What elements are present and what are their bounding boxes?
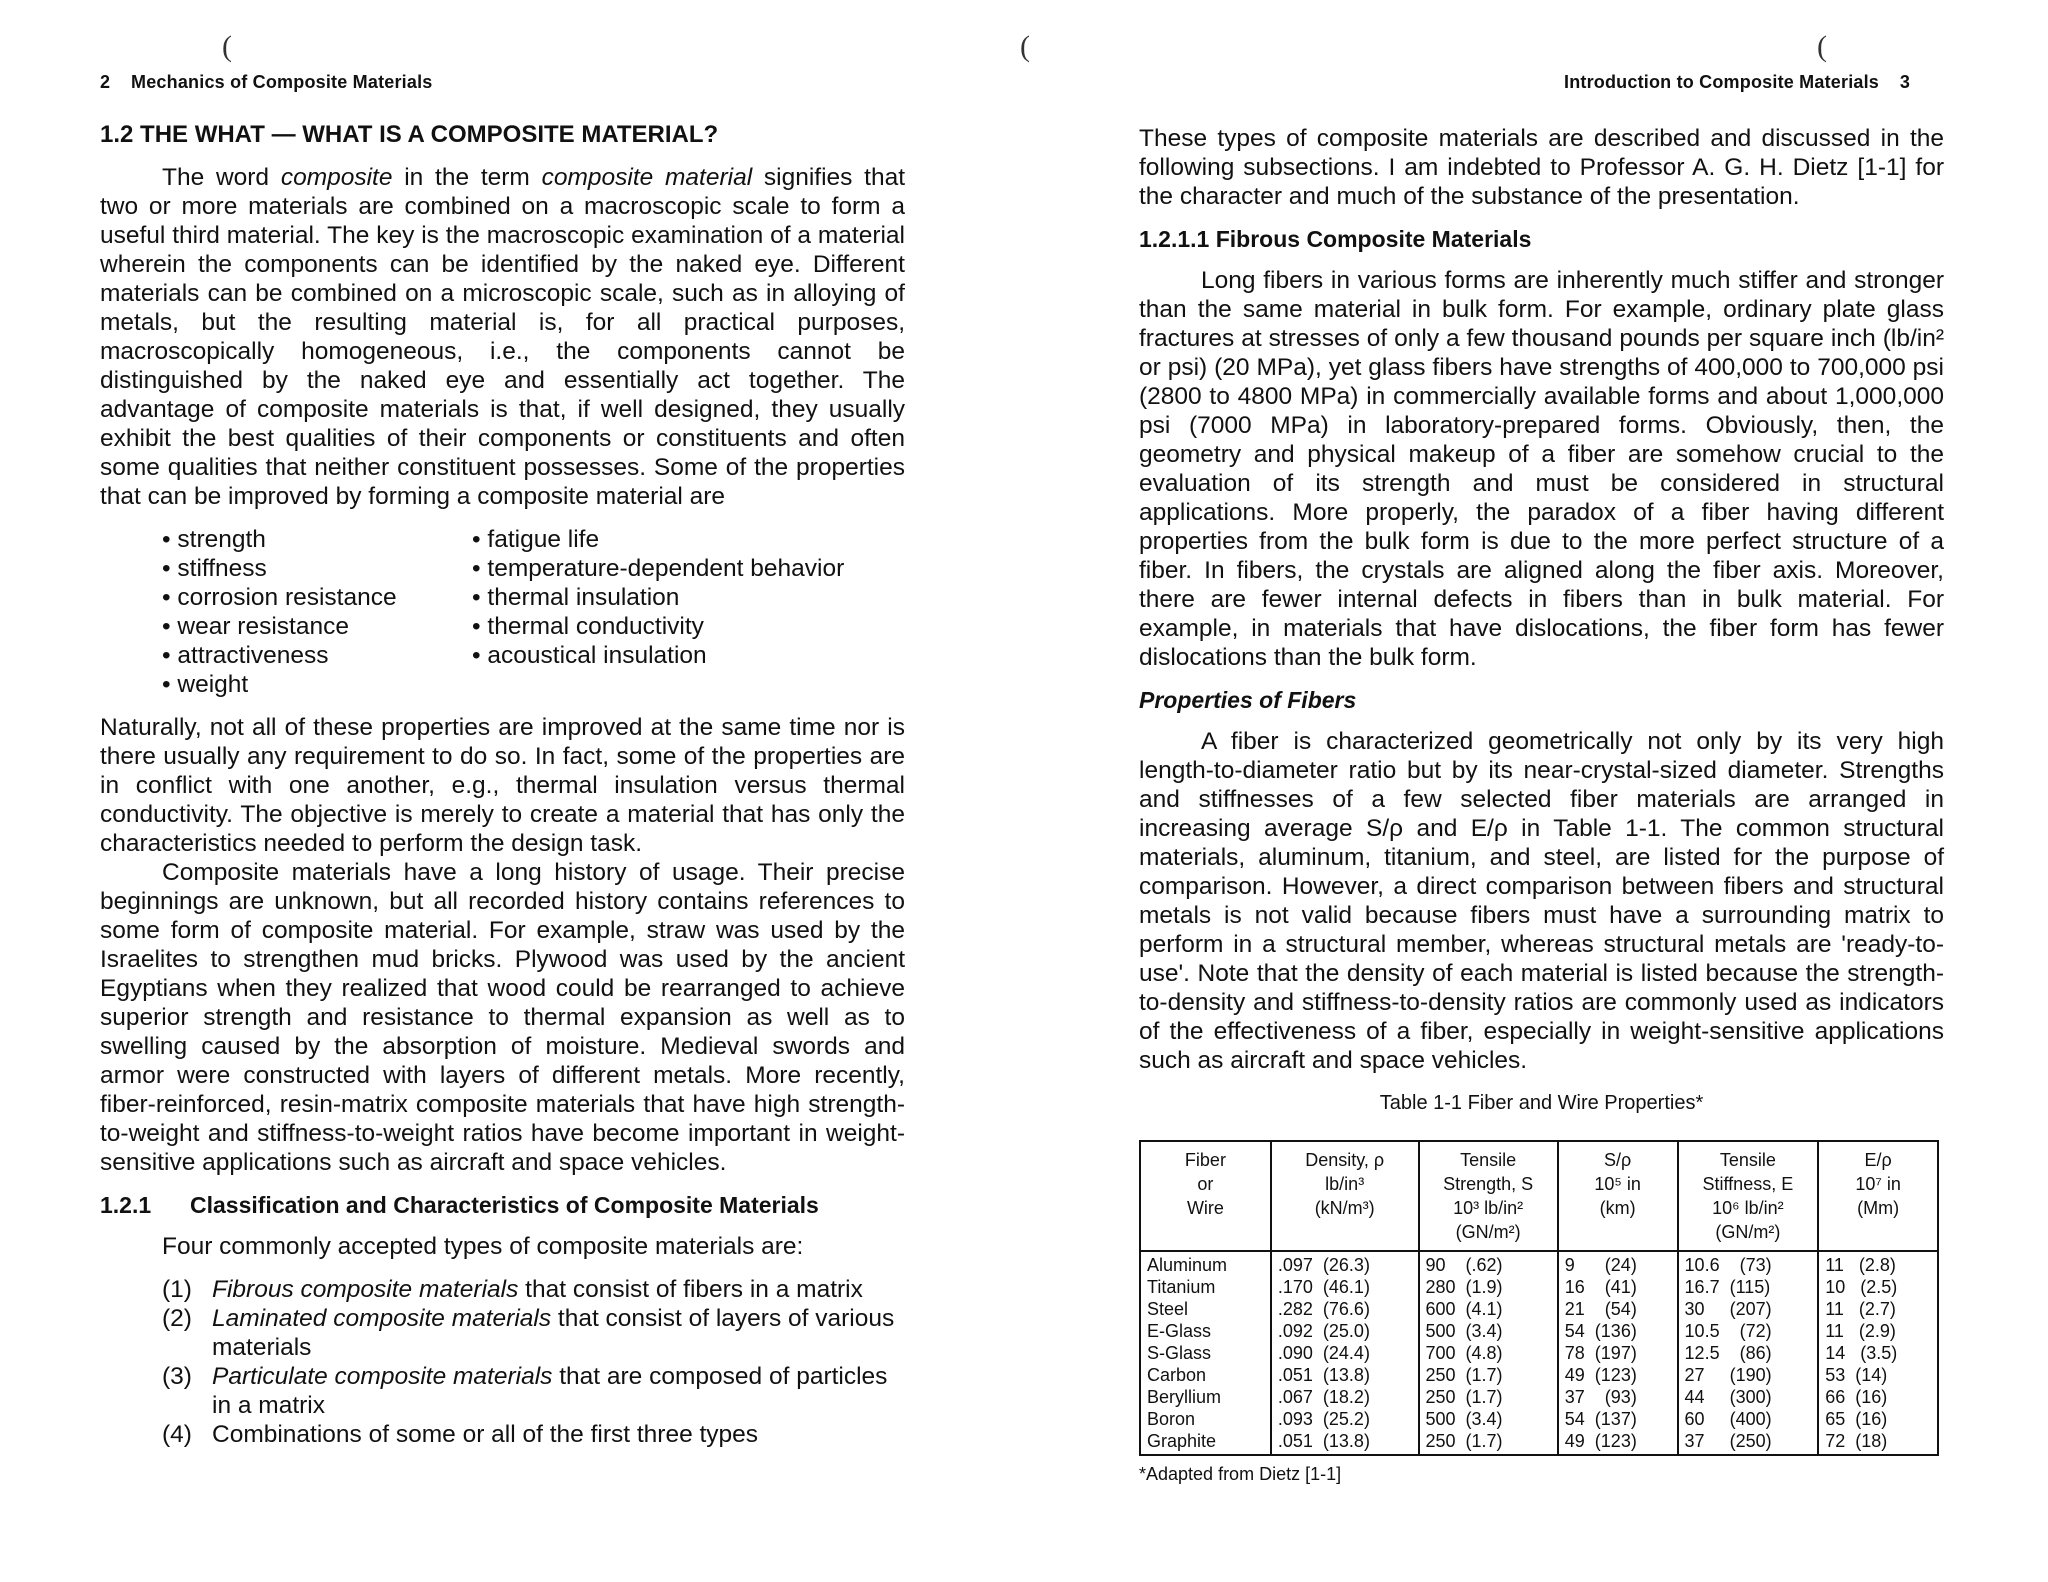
table-column-cell bbox=[1271, 1251, 1419, 1455]
table-value: 49 (123) bbox=[1564, 1431, 1637, 1451]
bullet-item: • stiffness bbox=[162, 555, 267, 582]
list-item bbox=[162, 1304, 905, 1362]
table-header-cell: E/ρ 10⁷ in (Mm) bbox=[1818, 1141, 1938, 1251]
paragraph: A fiber is characterized geometrically not only by its very high length-to-diameter ratio but by its near-crystal-sized diameter. Strengths and stiffnesses of a few selected fiber materials are arranged in increasing average S/ρ and E/ρ in Table 1-1. The common structural materials, aluminum, titanium, and steel, are listed for the purpose of comparison. However, a direct comparison between fibers and structural metals is not valid because fibers must have a surrounding matrix to perform in a structural member, whereas structural metals are 'ready-to-use'. Note that the density of each material is listed because the strength-to-density and stiffness-to-density ratios are commonly used as indicators of the effectiveness of a fiber, especially in weight-sensitive applications such as aircraft and space vehicles. bbox=[1139, 728, 1944, 1074]
table-value: 72 (18) bbox=[1825, 1431, 1888, 1451]
table-value: .282 (76.6) bbox=[1277, 1299, 1370, 1319]
table-value: 66 (16) bbox=[1825, 1387, 1888, 1407]
running-head-title: Introduction to Composite Materials bbox=[1564, 72, 1880, 92]
table-value: 11 (2.7) bbox=[1825, 1299, 1896, 1319]
table-value: 14 (3.5) bbox=[1825, 1343, 1898, 1363]
fiber-properties-table bbox=[1139, 1140, 1939, 1456]
table-value: Carbon bbox=[1147, 1365, 1207, 1385]
list-text: Particulate composite materials that are composed of particles in a matrix bbox=[212, 1363, 888, 1419]
right-page bbox=[1024, 0, 2048, 1582]
composite-types-list bbox=[162, 1275, 905, 1449]
table-value: 65 (16) bbox=[1825, 1409, 1888, 1429]
table-value: Titanium bbox=[1147, 1277, 1216, 1297]
subsubsection-heading: 1.2.1.1 Fibrous Composite Materials bbox=[1139, 226, 1532, 252]
table-caption: Table 1-1 Fiber and Wire Properties* bbox=[1379, 1092, 1704, 1114]
bullet-item: • acoustical insulation bbox=[472, 642, 707, 669]
table-value: 10.5 (72) bbox=[1684, 1321, 1772, 1341]
table-column-cell bbox=[1419, 1251, 1558, 1455]
list-number: (1) bbox=[162, 1276, 192, 1303]
table-value: 700 (4.8) bbox=[1425, 1343, 1503, 1363]
bullet-item: • strength bbox=[162, 526, 266, 553]
bullet-item: • attractiveness bbox=[162, 642, 329, 669]
scan-mark: ( bbox=[1817, 30, 1827, 63]
list-text: Fibrous composite materials that consist of fibers in a matrix bbox=[212, 1276, 863, 1303]
table-value: 37 (250) bbox=[1684, 1431, 1772, 1451]
table-value: .097 (26.3) bbox=[1277, 1255, 1370, 1275]
table-value: 11 (2.9) bbox=[1825, 1321, 1896, 1341]
table-value: 12.5 (86) bbox=[1684, 1343, 1772, 1363]
section-title: 1.2 THE WHAT — WHAT IS A COMPOSITE MATERIAL? bbox=[100, 121, 719, 148]
list-number: (3) bbox=[162, 1363, 192, 1390]
left-running-head bbox=[100, 72, 433, 93]
left-column bbox=[100, 120, 905, 1449]
table-value: 60 (400) bbox=[1684, 1409, 1772, 1429]
table-value: E-Glass bbox=[1147, 1321, 1212, 1341]
bullet-item: • weight bbox=[162, 671, 249, 698]
table-value: Boron bbox=[1147, 1409, 1196, 1429]
table-value: 600 (4.1) bbox=[1425, 1299, 1503, 1319]
table-value: 54 (137) bbox=[1564, 1409, 1637, 1429]
table-header-cell: Tensile Strength, S 10³ lb/in² (GN/m²) bbox=[1419, 1141, 1558, 1251]
table-value: 16 (41) bbox=[1564, 1277, 1637, 1297]
table-header-cell: Density, ρ lb/in³ (kN/m³) bbox=[1271, 1141, 1419, 1251]
table-value: .051 (13.8) bbox=[1277, 1365, 1370, 1385]
table-value: 27 (190) bbox=[1684, 1365, 1772, 1385]
list-item bbox=[162, 1362, 905, 1420]
table-value: .093 (25.2) bbox=[1277, 1409, 1370, 1429]
paragraph: Long fibers in various forms are inherently much stiffer and stronger than the same material in bulk form. For example, ordinary plate glass fractures at stresses of only a few thousand pounds per square inch (lb/in² or psi) (20 MPa), yet glass fibers have strengths of 400,000 to 700,000 psi (2800 to 4800 MPa) in commercially available forms and about 1,000,000 psi (7000 MPa) in laboratory-prepared forms. Obviously, then, the geometry and physical makeup of a fiber are somehow crucial to the evaluation of its strength and must be considered in structural applications. More properly, the paradox of a fiber having different properties from the bulk form is due to the more perfect structure of a fiber. In fibers, the crystals are aligned along the fiber axis. Moreover, there are fewer internal defects in fibers than in bulk material. For example, in materials that have dislocations, the fiber form has fewer dislocations than the bulk form. bbox=[1139, 267, 1944, 671]
paragraph: Composite materials have a long history of usage. Their precise beginnings are unknown, but all recorded history contains references to some form of composite material. For example, straw was used by the Israelites to strengthen mud bricks. Plywood was used by the ancient Egyptians when they realized that wood could be rearranged to achieve superior strength and resistance to thermal expansion as well as to swelling caused by the absorption of moisture. Medieval swords and armor were constructed with layers of different metals. More recently, fiber-reinforced, resin-matrix composite materials that have high strength-to-weight and stiffness-to-weight ratios have become important in weight-sensitive applications such as aircraft and space vehicles. bbox=[100, 859, 905, 1176]
table-value: .067 (18.2) bbox=[1277, 1387, 1370, 1407]
italic-term: composite bbox=[280, 164, 393, 191]
page-number: 3 bbox=[1899, 72, 1911, 92]
table-value: 10 (2.5) bbox=[1825, 1277, 1898, 1297]
table-value: 16.7 (115) bbox=[1684, 1277, 1771, 1297]
table-value: 9 (24) bbox=[1564, 1255, 1637, 1275]
table-value: .092 (25.0) bbox=[1277, 1321, 1370, 1341]
scan-mark: ( bbox=[1020, 30, 1030, 63]
list-number: (2) bbox=[162, 1305, 192, 1332]
paragraph: These types of composite materials are described and discussed in the following subsections. I am indebted to Professor A. G. H. Dietz [1-1] for the character and much of the substance of the presentation. bbox=[1139, 125, 1944, 210]
table-value: 250 (1.7) bbox=[1425, 1431, 1503, 1451]
table-value: 44 (300) bbox=[1684, 1387, 1772, 1407]
table-value: 30 (207) bbox=[1684, 1299, 1772, 1319]
bullet-item: • thermal conductivity bbox=[472, 613, 704, 640]
subsection-title: Classification and Characteristics of Composite Materials bbox=[190, 1192, 819, 1218]
table-value: 250 (1.7) bbox=[1425, 1365, 1503, 1385]
table-value: 280 (1.9) bbox=[1425, 1277, 1503, 1297]
table-header-cell: Fiber or Wire bbox=[1140, 1141, 1271, 1251]
table-value: .090 (24.4) bbox=[1277, 1343, 1370, 1363]
table-value: Steel bbox=[1147, 1299, 1189, 1319]
list-item bbox=[162, 1275, 905, 1304]
table-footnote: *Adapted from Dietz [1-1] bbox=[1139, 1464, 1342, 1484]
table-value: S-Glass bbox=[1147, 1343, 1212, 1363]
table-value: 53 (14) bbox=[1825, 1365, 1888, 1385]
table-value: 37 (93) bbox=[1564, 1387, 1637, 1407]
paragraph: Naturally, not all of these properties are improved at the same time nor is there usually any requirement to do so. In fact, some of the properties are in conflict with one another, e.g., thermal insulation versus thermal conductivity. The objective is merely to create a material that has only the characteristics needed to perform the design task. bbox=[100, 714, 905, 857]
table-column-cell bbox=[1558, 1251, 1678, 1455]
bullet-item: • corrosion resistance bbox=[162, 584, 397, 611]
right-running-head bbox=[1564, 72, 1910, 93]
table-value: .170 (46.1) bbox=[1277, 1277, 1370, 1297]
paragraph: Four commonly accepted types of composite materials are: bbox=[162, 1233, 804, 1260]
bullet-item: • wear resistance bbox=[162, 613, 349, 640]
table-value: Graphite bbox=[1147, 1431, 1217, 1451]
table-value: 250 (1.7) bbox=[1425, 1387, 1503, 1407]
bullet-item: • fatigue life bbox=[472, 526, 600, 553]
running-head-title: Mechanics of Composite Materials bbox=[131, 72, 433, 92]
scan-mark: ( bbox=[222, 30, 232, 63]
paragraph: The word composite in the term composite material signifies that two or more materials are combined on a macroscopic scale to form a useful third material. The key is the macroscopic examination of a material wherein the components can be identified by the naked eye. Different materials can be combined on a microscopic scale, such as in alloying of metals, but the resulting material is, for all practical purposes, macroscopically homogeneous, i.e., the components cannot be distinguished by the naked eye and essentially act together. The advantage of composite materials is that, if well designed, they usually exhibit the best qualities of their components or constituents and often some qualities that neither constituent possesses. Some of the properties that can be improved by forming a composite material are bbox=[100, 164, 906, 510]
right-column bbox=[1139, 124, 1944, 1489]
table-column-cell bbox=[1678, 1251, 1819, 1455]
table-body-row bbox=[1140, 1251, 1938, 1455]
table-value: 78 (197) bbox=[1564, 1343, 1637, 1363]
property-bullet-list bbox=[162, 525, 905, 699]
table-value: Beryllium bbox=[1147, 1387, 1222, 1407]
table-value: 11 (2.8) bbox=[1825, 1255, 1896, 1275]
bullet-item: • temperature-dependent behavior bbox=[472, 555, 845, 582]
subsection-heading bbox=[100, 1191, 905, 1220]
table-value: 49 (123) bbox=[1564, 1365, 1637, 1385]
table-value: 500 (3.4) bbox=[1425, 1409, 1503, 1429]
table-value: 54 (136) bbox=[1564, 1321, 1637, 1341]
list-text: Laminated composite materials that consist of layers of various materials bbox=[212, 1305, 895, 1361]
list-number: (4) bbox=[162, 1421, 192, 1448]
table-column-cell bbox=[1140, 1251, 1271, 1455]
table-column-cell bbox=[1818, 1251, 1938, 1455]
table-header-cell: S/ρ 10⁵ in (km) bbox=[1558, 1141, 1678, 1251]
table-value: 21 (54) bbox=[1564, 1299, 1637, 1319]
table-value: 10.6 (73) bbox=[1684, 1255, 1772, 1275]
page-number: 2 bbox=[100, 72, 111, 92]
table-value: Aluminum bbox=[1147, 1255, 1228, 1275]
section-heading-italic: Properties of Fibers bbox=[1139, 687, 1357, 713]
table-header-row bbox=[1140, 1141, 1938, 1251]
list-text: Combinations of some or all of the first three types bbox=[212, 1421, 759, 1448]
italic-term: composite material bbox=[541, 164, 753, 191]
bullet-item: • thermal insulation bbox=[472, 584, 680, 611]
table-value: .051 (13.8) bbox=[1277, 1431, 1370, 1451]
table-value: 90 (.62) bbox=[1425, 1255, 1503, 1275]
list-item bbox=[162, 1420, 905, 1449]
table-header-cell: Tensile Stiffness, E 10⁶ lb/in² (GN/m²) bbox=[1678, 1141, 1819, 1251]
subsection-number: 1.2.1 bbox=[100, 1192, 152, 1218]
table-value: 500 (3.4) bbox=[1425, 1321, 1503, 1341]
